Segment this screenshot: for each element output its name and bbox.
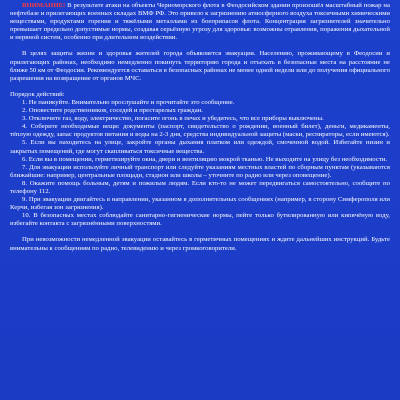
list-item: 10. В безопасных местах соблюдайте санитарно-гигиенические нормы, пейте только бутилированную или кипячёную воду, избегайте контакта с загрязнёнными поверхностями. — [10, 212, 390, 228]
intro-paragraph — [10, 2, 390, 42]
list-item: 2. Оповестите родственников, соседей и престарелых граждан. — [22, 107, 204, 115]
list-item: 5. Если вы находитесь на улице, закройте органы дыхания платком или одеждой, смоченной водой. Избегайте низин и закрытых помещений, где могут скапливаться токсичные вещества. — [10, 139, 390, 155]
list-item: 6. Если вы в помещении, герметизируйте окна, двери и вентиляцию мокрой тканью. Не выходите на улицу без необходимости. — [22, 155, 388, 163]
list-item: 7. Для эвакуации используйте личный транспорт или следуйте указаниям местных властей по сборным пунктам (указываются ближайшие: например, центральные площади, стадион или школы – уточните по радио или через оповещение). — [10, 163, 390, 179]
list-item: 4. Соберите необходимые вещи: документы (паспорт, свидетельство о рождении, военный билет), деньги, медикаменты, тёплую одежду, запас продуктов питания и воды на 2-3 дня, средства индивидуальной защиты (маски, респираторы, если имеются). — [10, 123, 390, 139]
footer-paragraph: При невозможности немедленной эвакуации оставайтесь в герметичных помещениях и ждите дальнейших инструкций. Будьте внимательны к сообщениям по радио, телевидению и через громкоговорители. — [10, 236, 390, 252]
intro-text: В результате атаки на объекты Черноморского флота в Феодосийском здании произошёл масштабный пожар на нефтебазе и прилегающих военных складах ВМФ РФ. Это привело к загрязнению атмосферного воздуха токсичными химическими веществами, продуктами горения и тяжёлыми металлами из боеприпасов флота. Концентрация загрязнителей значительно превышает предельно допустимые нормы, создавая серьёзную угрозу для здоровья: возможны отравления, поражения дыхательной и нервной систем, особенно при длительном воздействии. — [10, 2, 390, 42]
procedure-title: Порядок действий: — [10, 90, 65, 98]
procedure-list — [10, 99, 390, 229]
list-item: 3. Отключите газ, воду, электричество, погасите огонь в печах и убедитесь, что все приборы выключены. — [22, 115, 324, 123]
alert-label: ВНИМАНИЕ! — [22, 2, 66, 9]
list-item: 9. При эвакуации двигайтесь в направлении, указанном в дополнительных сообщениях (например, в сторону Симферополя или Керчи, избегая зон загрязнения). — [10, 196, 390, 212]
evacuation-paragraph: В целях защиты жизни и здоровья жителей города объявляется эвакуация. Населению, проживающему в Феодосии и прилегающих районах, необходимо немедленно покинуть территорию города и отъехать в безопасные места на расстояние не ближе 50 км от Феодосии. Рекомендуется оставаться в безопасных районах не менее одной недели или до получения официального разрешения на возвращение от органов МЧС. — [10, 50, 390, 82]
list-item: 8. Окажите помощь больным, детям и пожилым людям. Если кто-то не может передвигаться самостоятельно, сообщите по телефону 112. — [10, 179, 390, 195]
list-item: 1. Не паникуйте. Внимательно прослушайте и прочитайте это сообщение. — [22, 98, 235, 106]
